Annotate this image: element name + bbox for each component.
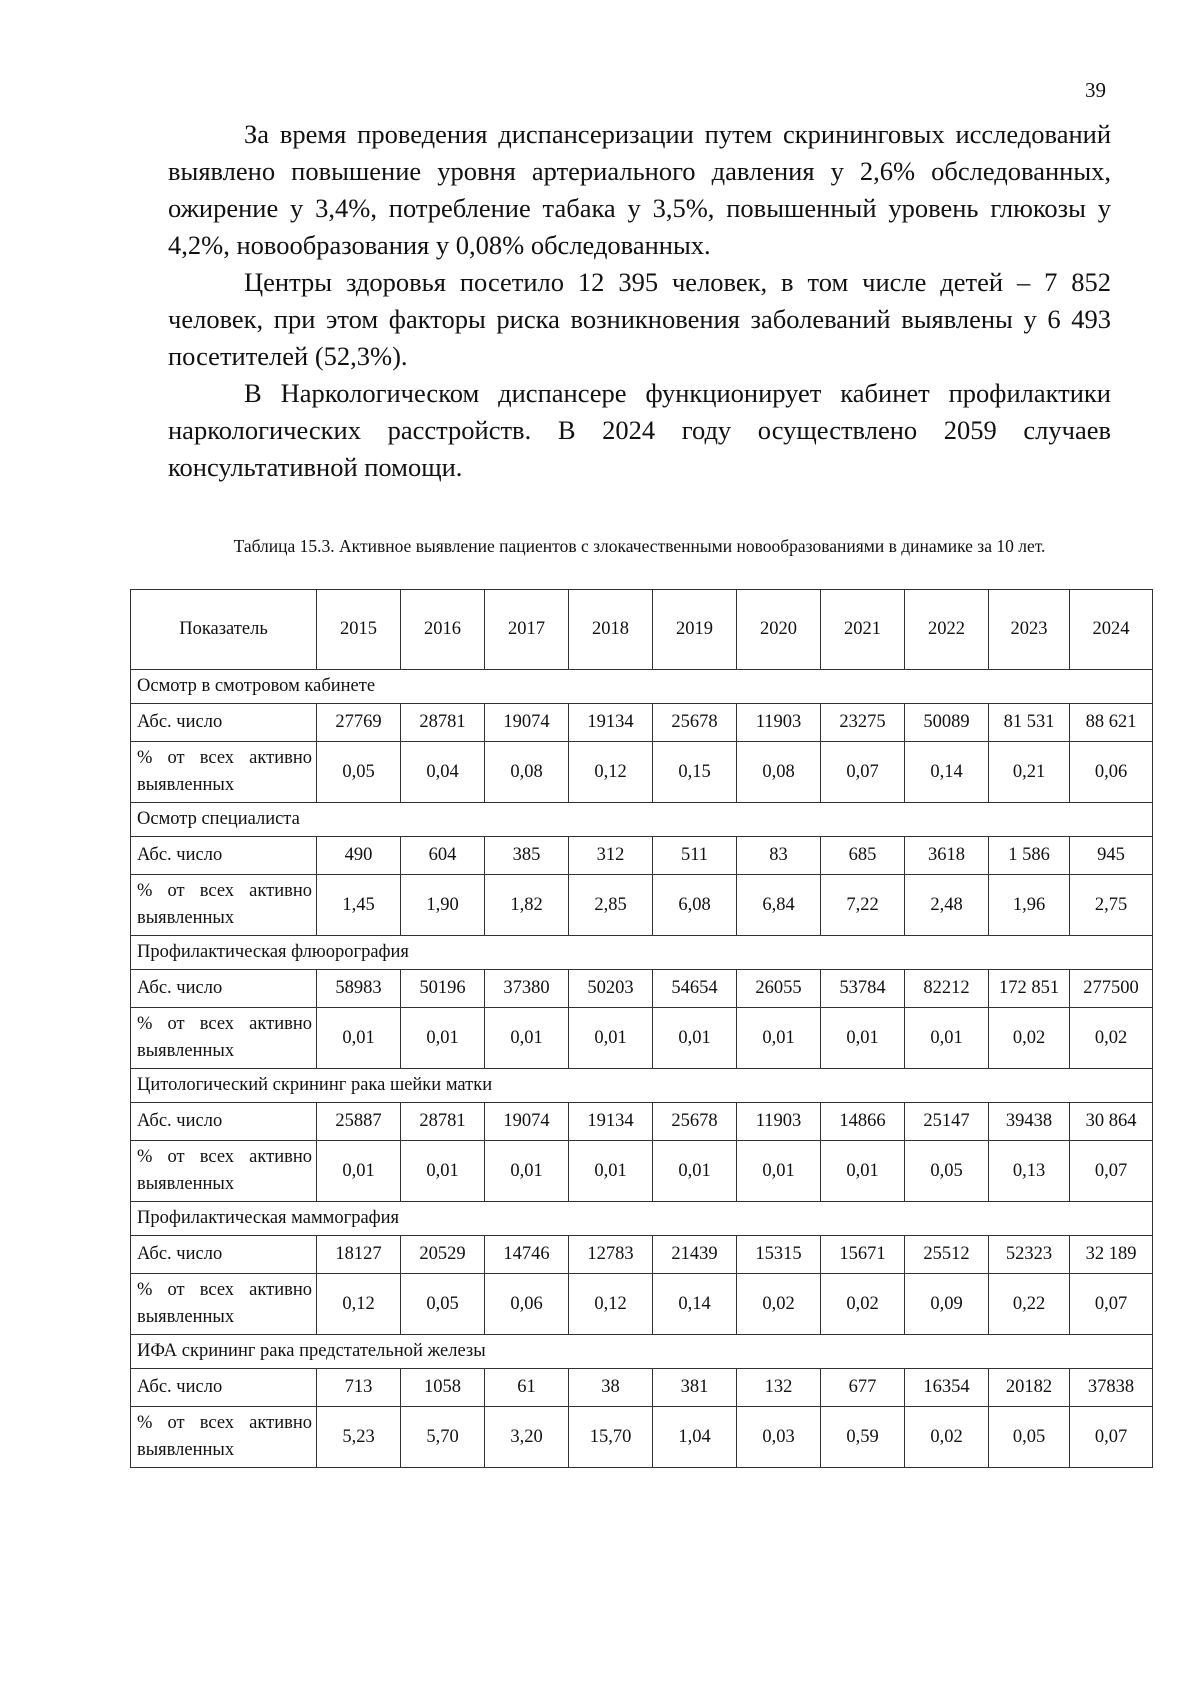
percent-cell: 1,96	[989, 875, 1070, 936]
percent-cell: 2,85	[569, 875, 653, 936]
table-body	[131, 670, 1153, 1468]
section-row	[131, 1335, 1153, 1369]
abs-count-cell: 12783	[569, 1236, 653, 1274]
abs-count-cell: 381	[653, 1369, 737, 1407]
abs-count-cell: 18127	[317, 1236, 401, 1274]
percent-cell: 0,07	[1070, 1141, 1153, 1202]
abs-count-cell: 50196	[401, 970, 485, 1008]
section-title: Осмотр в смотровом кабинете	[131, 670, 1153, 704]
abs-count-cell: 82212	[905, 970, 989, 1008]
abs-count-cell: 25678	[653, 1103, 737, 1141]
abs-count-cell: 19074	[485, 1103, 569, 1141]
abs-count-cell: 713	[317, 1369, 401, 1407]
abs-count-cell: 25147	[905, 1103, 989, 1141]
abs-count-cell: 37380	[485, 970, 569, 1008]
abs-count-cell: 20182	[989, 1369, 1070, 1407]
percent-cell: 0,01	[569, 1141, 653, 1202]
abs-count-cell: 14866	[821, 1103, 905, 1141]
percent-cell: 3,20	[485, 1407, 569, 1468]
table-row	[131, 1141, 1153, 1202]
percent-cell: 0,02	[1070, 1008, 1153, 1069]
abs-count-cell: 15315	[737, 1236, 821, 1274]
abs-count-label: Абс. число	[131, 837, 317, 875]
abs-count-cell: 1 586	[989, 837, 1070, 875]
abs-count-cell: 37838	[1070, 1369, 1153, 1407]
percent-cell: 0,12	[317, 1274, 401, 1335]
abs-count-cell: 28781	[401, 704, 485, 742]
year-header: 2022	[905, 590, 989, 670]
abs-count-cell: 53784	[821, 970, 905, 1008]
percent-cell: 0,01	[485, 1141, 569, 1202]
percent-cell: 0,15	[653, 742, 737, 803]
percent-cell: 5,70	[401, 1407, 485, 1468]
percent-cell: 0,03	[737, 1407, 821, 1468]
percent-label: % от всех активно выявленных	[131, 1008, 317, 1069]
abs-count-cell: 83	[737, 837, 821, 875]
table-row	[131, 1407, 1153, 1468]
section-row	[131, 803, 1153, 837]
section-title: Цитологический скрининг рака шейки матки	[131, 1069, 1153, 1103]
percent-cell: 0,07	[821, 742, 905, 803]
abs-count-cell: 385	[485, 837, 569, 875]
percent-cell: 0,02	[905, 1407, 989, 1468]
percent-cell: 0,21	[989, 742, 1070, 803]
percent-label: % от всех активно выявленных	[131, 875, 317, 936]
percent-cell: 0,01	[905, 1008, 989, 1069]
percent-cell: 0,07	[1070, 1274, 1153, 1335]
abs-count-label: Абс. число	[131, 1369, 317, 1407]
percent-cell: 0,14	[905, 742, 989, 803]
abs-count-cell: 14746	[485, 1236, 569, 1274]
section-title: ИФА скрининг рака предстательной железы	[131, 1335, 1153, 1369]
abs-count-cell: 945	[1070, 837, 1153, 875]
abs-count-cell: 132	[737, 1369, 821, 1407]
table-caption: Таблица 15.3. Активное выявление пациентов с злокачественными новообразованиями в динамике за 10 лет.	[233, 536, 1046, 556]
abs-count-cell: 30 864	[1070, 1103, 1153, 1141]
table-row	[131, 1369, 1153, 1407]
abs-count-cell: 15671	[821, 1236, 905, 1274]
abs-count-cell: 19074	[485, 704, 569, 742]
year-header: 2018	[569, 590, 653, 670]
percent-cell: 0,14	[653, 1274, 737, 1335]
percent-cell: 1,45	[317, 875, 401, 936]
abs-count-cell: 27769	[317, 704, 401, 742]
year-header: 2015	[317, 590, 401, 670]
detection-table	[130, 589, 1153, 1468]
abs-count-cell: 52323	[989, 1236, 1070, 1274]
abs-count-label: Абс. число	[131, 704, 317, 742]
percent-cell: 0,01	[653, 1008, 737, 1069]
abs-count-cell: 19134	[569, 704, 653, 742]
abs-count-cell: 277500	[1070, 970, 1153, 1008]
abs-count-cell: 19134	[569, 1103, 653, 1141]
percent-cell: 5,23	[317, 1407, 401, 1468]
percent-cell: 2,48	[905, 875, 989, 936]
table-row	[131, 1274, 1153, 1335]
percent-cell: 1,90	[401, 875, 485, 936]
percent-cell: 0,09	[905, 1274, 989, 1335]
percent-cell: 15,70	[569, 1407, 653, 1468]
abs-count-cell: 81 531	[989, 704, 1070, 742]
year-header: 2016	[401, 590, 485, 670]
page-number: 39	[1085, 78, 1106, 102]
percent-cell: 0,02	[989, 1008, 1070, 1069]
abs-count-cell: 38	[569, 1369, 653, 1407]
percent-cell: 0,02	[737, 1274, 821, 1335]
percent-cell: 6,08	[653, 875, 737, 936]
abs-count-cell: 511	[653, 837, 737, 875]
section-row	[131, 1069, 1153, 1103]
abs-count-cell: 172 851	[989, 970, 1070, 1008]
percent-cell: 0,01	[317, 1008, 401, 1069]
abs-count-cell: 39438	[989, 1103, 1070, 1141]
section-title: Осмотр специалиста	[131, 803, 1153, 837]
year-header: 2017	[485, 590, 569, 670]
abs-count-cell: 16354	[905, 1369, 989, 1407]
abs-count-cell: 3618	[905, 837, 989, 875]
table-row	[131, 1236, 1153, 1274]
body-text	[168, 116, 1111, 486]
abs-count-cell: 28781	[401, 1103, 485, 1141]
abs-count-cell: 58983	[317, 970, 401, 1008]
percent-cell: 0,08	[737, 742, 821, 803]
table-row	[131, 704, 1153, 742]
percent-cell: 1,82	[485, 875, 569, 936]
table-row	[131, 742, 1153, 803]
abs-count-cell: 21439	[653, 1236, 737, 1274]
abs-count-label: Абс. число	[131, 970, 317, 1008]
percent-cell: 0,59	[821, 1407, 905, 1468]
percent-cell: 0,05	[401, 1274, 485, 1335]
abs-count-cell: 50203	[569, 970, 653, 1008]
abs-count-cell: 20529	[401, 1236, 485, 1274]
header-row	[131, 590, 1153, 670]
table-row	[131, 970, 1153, 1008]
section-row	[131, 936, 1153, 970]
percent-cell: 0,06	[485, 1274, 569, 1335]
percent-cell: 0,12	[569, 1274, 653, 1335]
year-header: 2024	[1070, 590, 1153, 670]
percent-cell: 0,01	[485, 1008, 569, 1069]
percent-cell: 0,04	[401, 742, 485, 803]
paragraph-screening: За время проведения диспансеризации путем скрининговых исследований выявлено повышение уровня артериального давления у 2,6% обследованных, ожирение у 3,4%, потребление табака у 3,5%, повышенный уровень глюкозы у 4,2%, новообразования у 0,08% обследованных.	[168, 119, 1111, 260]
percent-cell: 1,04	[653, 1407, 737, 1468]
abs-count-cell: 61	[485, 1369, 569, 1407]
percent-cell: 0,02	[821, 1274, 905, 1335]
year-header: 2020	[737, 590, 821, 670]
abs-count-cell: 312	[569, 837, 653, 875]
abs-count-label: Абс. число	[131, 1236, 317, 1274]
abs-count-cell: 685	[821, 837, 905, 875]
abs-count-cell: 11903	[737, 1103, 821, 1141]
percent-cell: 0,01	[737, 1141, 821, 1202]
table-row	[131, 1008, 1153, 1069]
percent-cell: 0,01	[653, 1141, 737, 1202]
percent-cell: 0,08	[485, 742, 569, 803]
percent-cell: 7,22	[821, 875, 905, 936]
abs-count-cell: 50089	[905, 704, 989, 742]
percent-cell: 0,05	[905, 1141, 989, 1202]
section-title: Профилактическая флюорография	[131, 936, 1153, 970]
percent-cell: 0,01	[821, 1008, 905, 1069]
section-row	[131, 1202, 1153, 1236]
abs-count-cell: 1058	[401, 1369, 485, 1407]
percent-cell: 0,01	[737, 1008, 821, 1069]
abs-count-cell: 677	[821, 1369, 905, 1407]
percent-cell: 0,12	[569, 742, 653, 803]
abs-count-cell: 25678	[653, 704, 737, 742]
percent-cell: 2,75	[1070, 875, 1153, 936]
percent-cell: 0,13	[989, 1141, 1070, 1202]
percent-label: % от всех активно выявленных	[131, 742, 317, 803]
year-header: 2019	[653, 590, 737, 670]
abs-count-cell: 604	[401, 837, 485, 875]
percent-label: % от всех активно выявленных	[131, 1274, 317, 1335]
percent-cell: 0,01	[401, 1008, 485, 1069]
abs-count-cell: 23275	[821, 704, 905, 742]
percent-label: % от всех активно выявленных	[131, 1407, 317, 1468]
percent-cell: 0,05	[989, 1407, 1070, 1468]
abs-count-cell: 25887	[317, 1103, 401, 1141]
percent-cell: 0,06	[1070, 742, 1153, 803]
paragraph-narcology: В Наркологическом диспансере функционирует кабинет профилактики наркологических расстройств. В 2024 году осуществлено 2059 случаев консультативной помощи.	[168, 378, 1111, 482]
header-label: Показатель	[131, 590, 317, 670]
percent-cell: 6,84	[737, 875, 821, 936]
abs-count-cell: 32 189	[1070, 1236, 1153, 1274]
section-row	[131, 670, 1153, 704]
percent-cell: 0,05	[317, 742, 401, 803]
section-title: Профилактическая маммография	[131, 1202, 1153, 1236]
percent-cell: 0,07	[1070, 1407, 1153, 1468]
percent-cell: 0,01	[569, 1008, 653, 1069]
percent-cell: 0,01	[401, 1141, 485, 1202]
year-header: 2023	[989, 590, 1070, 670]
abs-count-label: Абс. число	[131, 1103, 317, 1141]
year-header: 2021	[821, 590, 905, 670]
abs-count-cell: 88 621	[1070, 704, 1153, 742]
abs-count-cell: 25512	[905, 1236, 989, 1274]
table-row	[131, 875, 1153, 936]
table-row	[131, 1103, 1153, 1141]
abs-count-cell: 11903	[737, 704, 821, 742]
paragraph-health-centers: Центры здоровья посетило 12 395 человек, в том числе детей – 7 852 человек, при этом факторы риска возникновения заболеваний выявлены у 6 493 посетителей (52,3%).	[168, 267, 1111, 371]
abs-count-cell: 490	[317, 837, 401, 875]
percent-cell: 0,01	[317, 1141, 401, 1202]
percent-cell: 0,01	[821, 1141, 905, 1202]
percent-label: % от всех активно выявленных	[131, 1141, 317, 1202]
percent-cell: 0,22	[989, 1274, 1070, 1335]
abs-count-cell: 26055	[737, 970, 821, 1008]
abs-count-cell: 54654	[653, 970, 737, 1008]
table-row	[131, 837, 1153, 875]
